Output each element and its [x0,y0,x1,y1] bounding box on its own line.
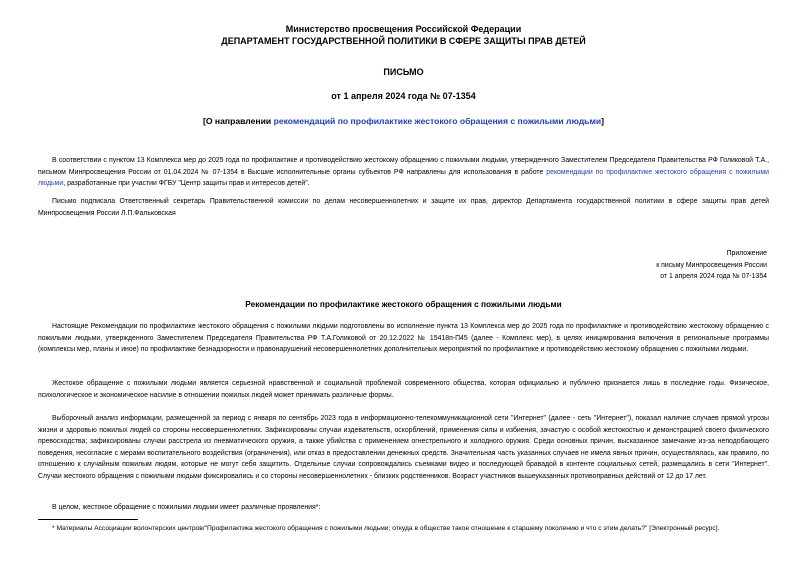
document-header [0,23,807,47]
letter-paragraph-2: Письмо подписала Ответственный секретарь Правительственной комиссии по делам несовершеннолетних и защите их прав, директор Департамента государственной политики в сфере защиты прав детей Минпросвещения России Л.П.Фальковская [38,198,769,217]
appendix-label: Приложение [726,250,767,257]
subject-prefix: [О направлении [203,116,274,126]
letter-p1-text: В соответствии с пунктом 13 Комплекса мер до 2025 года по профилактике и противодействию жестокому обращению с пожилыми людьми, утвержденного Заместителем Председателя Правительства РФ Голиковой Т.А., письмом Минпросвещения России от 01.04.2024 № 07-1354 в Высшие исполнительные органы субъектов РФ направлены для использования в работе [38,157,769,176]
subject-suffix: ] [601,116,604,126]
document-date-number: от 1 апреля 2024 года № 07-1354 [331,91,476,101]
recommendations-paragraph-4: В целом, жестокое обращение с пожилыми людьми имеет различные проявления*: [52,504,321,511]
recommendations-paragraph-3: Выборочный анализ информации, размещенной за период с января по сентябрь 2023 года в информационно-телекоммуникационной сети "Интернет" (далее - сеть "Интернет"), показал наличие случаев прямой угрозы жизни и здоровью пожилых людей со стороны несовершеннолетних. Зафиксированы случаи издевательств, оскорблений, применения силы и избиения, зачастую с особой жестокостью и демонстрацией своего физического превосходства; зафиксированы случаи расстрела из пневматического оружия, а также убийства с применением огнестрельного и холодного оружия. Среди основных причин, высказанное замечание из-за неподобающего поведения, несогласие с мерами воспитательного воздействия (ограничения), или отказ в предоставлении денежных средств. Значительная часть указанных случаев не имела явных причин, осуществлялась, как правило, по отношению к случайным пожилым людям, которые не могут себя защитить. Отдельные случаи сопровождались съемками видео и последующей бравадой в контенте социальных сетей, размещались в сети "Интернет". Случаи жестокого обращения с пожилыми людьми фиксировались и со стороны несовершеннолетних - близких родственников. Возраст участников вышеуказанных противоправных действий от 12 до 17 лет. [38,415,769,480]
recommendations-paragraph-1: Настоящие Рекомендации по профилактике жестокого обращения с пожилыми людьми подготовлены во исполнение пункта 13 Комплекса мер до 2025 года по профилактике и противодействию жестокому обращению с пожилыми людьми, утвержденного Заместителем Председателя Правительства РФ Т.А.Голиковой от 20.12.2022 № 15418п-П45 (далее - Комплекс мер), в целях инициирования включения в региональные программы (комплексы мер, планы и иное) по профилактике безнадзорности и правонарушений несовершеннолетних дополнительных мероприятий по профилактике и противодействию жестокому обращению с пожилыми людьми. [38,323,769,353]
footnote: * Материалы Ассоциации волонтерских центров/"Профилактика жестокого обращения с пожилыми людьми; откуда в обществе такое отношение к старшему поколению и что с этим делать?" [Электронный ресурс]. [52,525,720,532]
appendix-ref: к письму Минпросвещения России [656,261,767,269]
recommendations-paragraph-2: Жестокое обращение с пожилыми людьми является серьезной нравственной и социальной проблемой современного общества, которая официально и публично признается лишь в последние годы. Физическое, психологическое и экономическое насилие в отношении пожилых людей может принимать различные формы. [38,380,769,399]
department-name: ДЕПАРТАМЕНТ ГОСУДАРСТВЕННОЙ ПОЛИТИКИ В СФЕРЕ ЗАЩИТЫ ПРАВ ДЕТЕЙ [221,36,586,46]
footnote-separator [38,519,138,520]
document-subject [0,116,807,126]
appendix-block [547,248,767,283]
letter-p1-tail: , разработанные при участии ФГБУ "Центр защиты прав и интересов детей". [63,180,310,187]
appendix-date: от 1 апреля 2024 года № 07-1354 [660,273,767,280]
recommendations-title: Рекомендации по профилактике жестокого обращения с пожилыми людьми [245,299,562,309]
document-type: ПИСЬМО [383,67,424,77]
ministry-name: Министерство просвещения Российской Федерации [285,24,522,34]
letter-paragraph-1 [38,155,769,190]
recommendations-link[interactable]: рекомендации по профилактике жестокого обращения с пожилыми людьми [38,168,769,187]
subject-link[interactable]: рекомендаций по профилактике жестокого обращения с пожилыми людьми [273,116,602,126]
